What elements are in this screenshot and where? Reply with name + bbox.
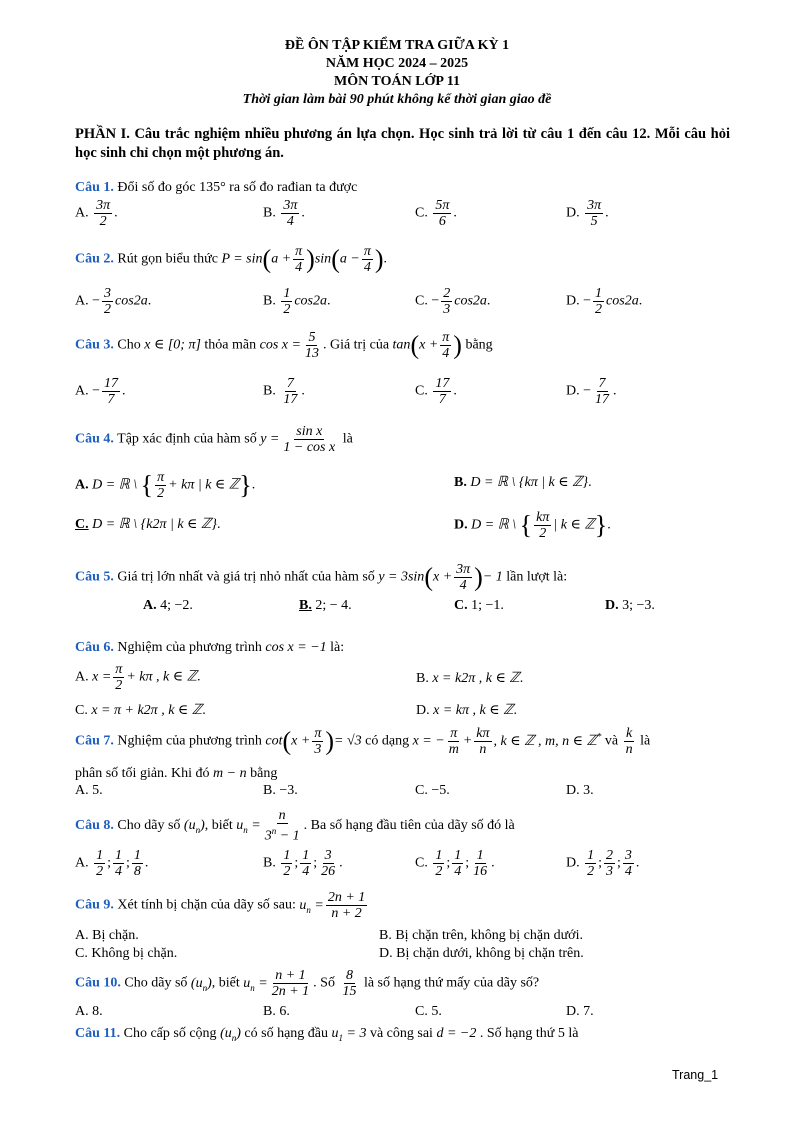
subject: MÔN TOÁN LỚP 11 bbox=[334, 74, 460, 89]
q1-option-b: B. $\frac{3\pi}{4}$ . bbox=[263, 198, 305, 229]
question-label: Câu 1. bbox=[75, 180, 114, 195]
question-label: Câu 7. bbox=[75, 733, 114, 749]
q10-option-c: C. 5. bbox=[415, 1004, 442, 1019]
question-6: Câu 6. Nghiệm của phương trình cos x = −1 là: bbox=[75, 640, 345, 655]
q3-option-a: A. − $\frac{17}{7}$ . bbox=[75, 376, 126, 407]
q10-option-a: A. 8. bbox=[75, 1004, 103, 1019]
q9-option-a: A. Bị chặn. bbox=[75, 928, 139, 943]
question-7-continued: phân số tối giản. Khi đó m − n bằng bbox=[75, 766, 278, 781]
q7-option-a: A. 5. bbox=[75, 783, 103, 798]
q5-option-a: A. 4; −2. bbox=[143, 598, 193, 613]
question-8: Câu 8. Cho dãy số $(u_n)$, biết $u_n$ = $\frac{n}{3^n - 1}$ . Ba số hạng đầu tiên của dãy số đó là bbox=[75, 808, 515, 844]
question-3: Câu 3. Cho x ∈ [0; π] thỏa mãn cos x = $\frac{5}{13}$ . Giá trị của tan(x + $\frac{\pi}{4}$ ) bằng bbox=[75, 330, 493, 361]
question-11: Câu 11. Cho cấp số cộng $(u_n)$ có số hạng đầu $u_1 = 3$ và công sai d = −2 . Số hạng thứ 5 là bbox=[75, 1026, 579, 1043]
part-1-instructions: PHẦN I. Câu trắc nghiệm nhiều phương án lựa chọn. Học sinh trả lời từ câu 1 đến câu 12. Mỗi câu hỏi học sinh chỉ chọn một phương án. bbox=[75, 126, 730, 161]
q5-option-c: C. 1; −1. bbox=[454, 598, 504, 613]
q4-option-b: B. D = ℝ \ {kπ | k ∈ ℤ}. bbox=[454, 475, 592, 490]
q2-option-d: D. − $\frac{1}{2}$ cos2a. bbox=[566, 286, 643, 317]
q8-option-a: A. $\frac{1}{2}$ ; $\frac{1}{4}$ ; $\frac{1}{8}$ . bbox=[75, 848, 149, 879]
question-1 bbox=[75, 180, 357, 196]
q4-option-a: A. D = ℝ \ { $\frac{\pi}{2}$ + kπ | k ∈ ℤ}. bbox=[75, 470, 256, 501]
q4-option-c: C. D = ℝ \ {k2π | k ∈ ℤ}. bbox=[75, 517, 221, 532]
question-text: Rút gọn biểu thức bbox=[117, 251, 218, 267]
q9-option-b: B. Bị chặn trên, không bị chặn dưới. bbox=[379, 928, 583, 943]
question-5: Câu 5. Giá trị lớn nhất và giá trị nhỏ nhất của hàm số y = 3sin(x + $\frac{3\pi}{4}$ )− 1 lần lượt là: bbox=[75, 562, 568, 593]
question-10: Câu 10. Cho dãy số $(u_n)$, biết $u_n$ = $\frac{n + 1}{2n + 1}$ . Số $\frac{8}{15}$ là số hạng thứ mấy của dãy số? bbox=[75, 968, 540, 999]
question-7: Câu 7. Nghiệm của phương trình cot(x + $\frac{\pi}{3}$ )= √3 có dạng x = − $\frac{\pi}{m}$ + $\frac{k\pi}{n}$ , k ∈ ℤ , m, n ∈ ℤ* và $\frac{k}{n}$ là bbox=[75, 726, 651, 757]
page-footer: Trang_1 bbox=[672, 1068, 719, 1082]
question-label: Câu 3. bbox=[75, 337, 114, 353]
q3-option-c: C. $\frac{17}{7}$ . bbox=[415, 376, 457, 407]
q4-option-d: D. D = ℝ \ { $\frac{k\pi}{2}$ | k ∈ ℤ}. bbox=[454, 510, 611, 541]
question-label: Câu 4. bbox=[75, 431, 114, 447]
question-label: Câu 2. bbox=[75, 251, 114, 267]
question-text: Đổi số đo góc 135° ra số đo rađian ta được bbox=[117, 180, 358, 195]
question-2: Câu 2. Rút gọn biểu thức P = sin(a + $\frac{\pi}{4}$ )sin(a − $\frac{\pi}{4}$ ). bbox=[75, 244, 387, 275]
question-label: Câu 11. bbox=[75, 1026, 121, 1041]
q2-option-a: A. − $\frac{3}{2}$ cos2a. bbox=[75, 286, 152, 317]
q10-option-d: D. 7. bbox=[566, 1004, 594, 1019]
q7-option-c: C. −5. bbox=[415, 783, 450, 798]
q6-option-c: C. x = π + k2π , k ∈ ℤ. bbox=[75, 703, 206, 718]
q8-option-c: C. $\frac{1}{2}$ ; $\frac{1}{4}$ ; $\frac{1}{16}$ . bbox=[415, 848, 495, 879]
question-label: Câu 6. bbox=[75, 640, 114, 655]
q9-option-c: C. Không bị chặn. bbox=[75, 946, 178, 961]
question-4: Câu 4. Tập xác định của hàm số y = $\frac{\text{sin x}}{\text{1 − cos x}}$ là bbox=[75, 424, 353, 455]
question-label: Câu 10. bbox=[75, 975, 121, 991]
question-9: Câu 9. Xét tính bị chặn của dãy số sau: $u_n$ = $\frac{2n + 1}{n + 2}$ bbox=[75, 890, 366, 921]
q7-option-d: D. 3. bbox=[566, 783, 594, 798]
q8-option-d: D. $\frac{1}{2}$ ; $\frac{2}{3}$ ; $\frac{3}{4}$ . bbox=[566, 848, 640, 879]
q3-option-b: B. $\frac{7}{17}$ . bbox=[263, 376, 305, 407]
exam-title: ĐỀ ÔN TẬP KIỂM TRA GIỮA KỲ 1 bbox=[284, 38, 510, 53]
q3-option-d: D. − $\frac{7}{17}$ . bbox=[566, 376, 617, 407]
q10-option-b: B. 6. bbox=[263, 1004, 290, 1019]
q1-option-a: A. $\frac{3\pi}{2}$ . bbox=[75, 198, 118, 229]
q5-option-b: B. 2; − 4. bbox=[299, 598, 352, 613]
q1-option-c: C. $\frac{5\pi}{6}$ . bbox=[415, 198, 457, 229]
question-label: Câu 9. bbox=[75, 897, 114, 913]
q2-option-c: C. − $\frac{2}{3}$ cos2a. bbox=[415, 286, 491, 317]
q5-option-d: D. 3; −3. bbox=[605, 598, 655, 613]
question-label: Câu 8. bbox=[75, 818, 114, 834]
q6-option-d: D. x = kπ , k ∈ ℤ. bbox=[416, 703, 518, 718]
q6-option-a: A. x = $\frac{\pi}{2}$ + kπ , k ∈ ℤ. bbox=[75, 662, 201, 693]
q1-option-d: D. $\frac{3\pi}{5}$ . bbox=[566, 198, 609, 229]
q6-option-b: B. x = k2π , k ∈ ℤ. bbox=[416, 671, 524, 686]
q7-option-b: B. −3. bbox=[263, 783, 298, 798]
time-note: Thời gian làm bài 90 phút không kể thời gian giao đề bbox=[242, 92, 552, 107]
q9-option-d: D. Bị chặn dưới, không bị chặn trên. bbox=[379, 946, 584, 961]
school-year: NĂM HỌC 2024 – 2025 bbox=[325, 56, 469, 71]
q8-option-b: B. $\frac{1}{2}$ ; $\frac{1}{4}$ ; $\frac{3}{26}$ . bbox=[263, 848, 343, 879]
question-label: Câu 5. bbox=[75, 569, 114, 585]
q2-option-b: B. $\frac{1}{2}$ cos2a. bbox=[263, 286, 331, 317]
